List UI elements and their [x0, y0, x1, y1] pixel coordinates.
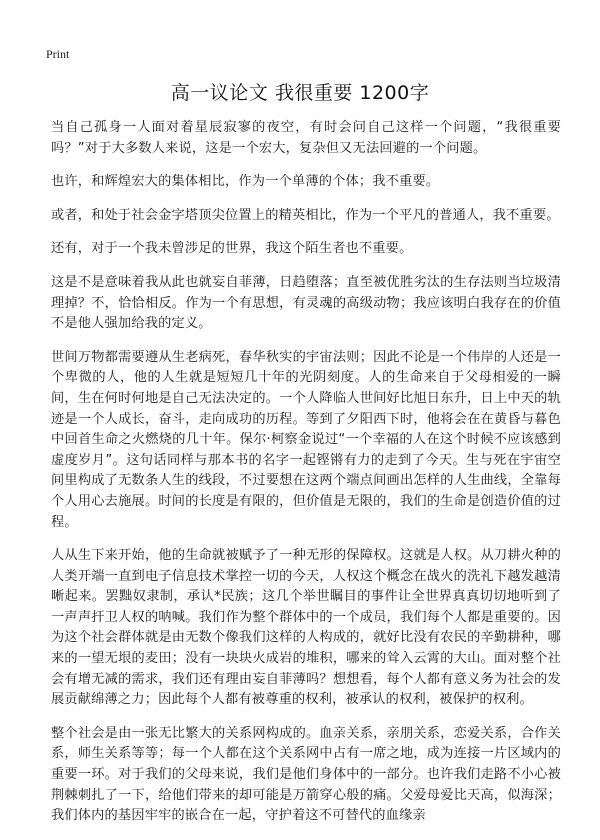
- document-body: [51, 118, 561, 840]
- paragraph-7: 人从生下来开始，他的生命就被赋予了一种无形的保障权。这就是人权。从刀耕火种的人类开端一直到电子信息技术掌控一切的今天，人权这个概念在战火的洗礼下越发越清晰起来。罢黜奴隶制，承认*民族；这几个举世瞩目的事件让全世界真真切切地听到了一声声扞卫人权的呐喊。我们作为整个群体中的一个成员，我们每个人都是重要的。因为这个社会群体就是由无数个像我们这样的人构成的，就好比没有农民的辛勤耕种，哪来的一望无垠的麦田；没有一块块火成岩的堆积，哪来的耸入云霄的大山。面对整个社会有增无减的需求，我们还有理由妄自菲薄吗？想想看，每个人都有意义务为社会的发展贡献绵薄之力；因此每个人都有被尊重的权利，被承认的权利，被保护的权利。: [51, 548, 561, 708]
- paragraph-1: 当自己孤身一人面对着星辰寂寥的夜空，有时会问自己这样一个问题，“我很重要吗？”对于大多数人来说，这是一个宏大，复杂但又无法回避的一个问题。: [51, 120, 561, 156]
- paragraph-4: 还有，对于一个我未曾涉足的世界，我这个陌生者也不重要。: [51, 241, 413, 257]
- paragraph-5: 这是不是意味着我从此也就妄自菲薄，日趋堕落；直至被优胜劣汰的生存法则当垃圾清理掉？不，恰恰相反。作为一个有思想，有灵魂的高级动物；我应该明白我存在的价值不是他人强加给我的定义。: [51, 274, 561, 332]
- paragraph-3: 或者，和处于社会金字塔顶尖位置上的精英相比，作为一个平凡的普通人，我不重要。: [51, 207, 560, 223]
- paragraph-8: 整个社会是由一张无比繁大的关系网构成的。血亲关系，亲朋关系，恋爱关系，合作关系，师生关系等等；每一个人都在这个关系网中占有一席之地，成为连接一片区域内的重要一环。对于我们的父母来说，我们是他们身体中的一部分。也许我们走路不小心被荆棘刺扎了一下，给他们带来的却可能是万箭穿心般的痛。父爱母爱比天高，似海深；我们体内的基因牢牢的嵌合在一起，守护着这不可替代的血缘亲: [51, 725, 561, 824]
- document-title: 高一议论文 我很重要 1200字: [170, 82, 430, 104]
- paragraph-2: 也许，和辉煌宏大的集体相比，作为一个单薄的个体；我不重要。: [51, 174, 440, 190]
- print-link[interactable]: Print: [46, 47, 70, 61]
- paragraph-6: 世间万物都需要遵从生老病死，春华秋实的宇宙法则；因此不论是一个伟岸的人还是一个卑微的人，他的人生就是短短几十年的光阴刻度。人的生命来自于父母相爱的一瞬间，生在何时何地是自己无法决定的。一个人降临人世间好比旭日东升，日上中天的轨迹是一个人成长，奋斗，走向成功的历程。等到了夕阳西下时，他将会在在黄昏与暮色中回首生命之火燃烧的几十年。保尔·柯察金说过“一个幸福的人在这个时候不应该感到虚度岁月”。这句话同样与那本书的名字一起铿锵有力的走到了今天。生与死在宇宙空间里构成了无数条人生的线段，不过要想在这两个端点间画出怎样的人生曲线，全靠每个人用心去施展。时间的长度是有限的，但价值是无限的，我们的生命是创造价值的过程。: [51, 349, 561, 530]
